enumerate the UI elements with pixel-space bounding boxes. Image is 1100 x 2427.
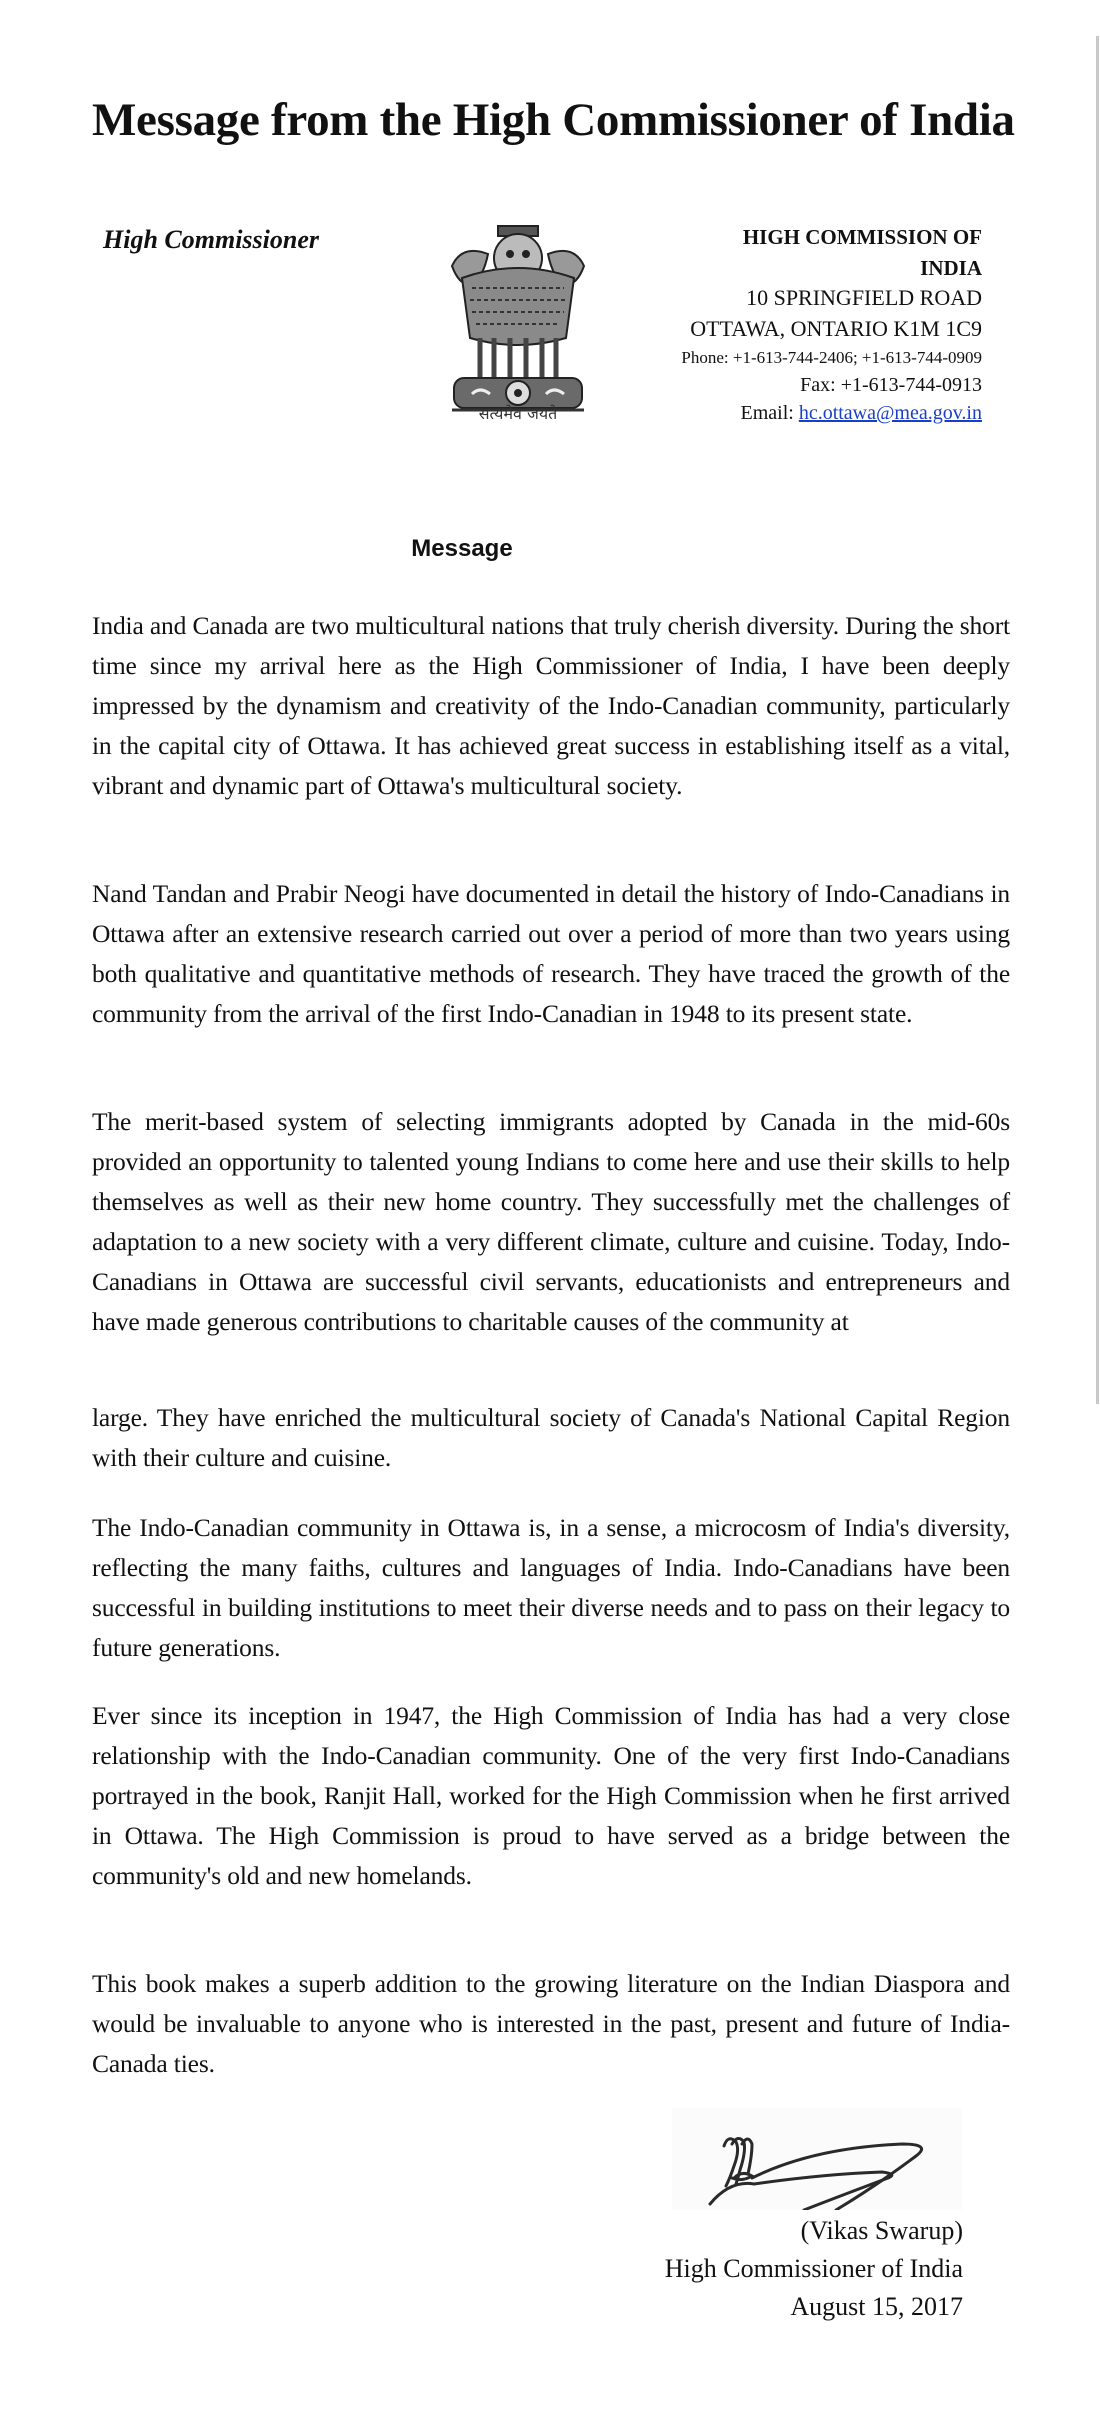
page-edge-divider [1096, 36, 1099, 1404]
fax-line: Fax: +1-613-744-0913 [800, 374, 982, 396]
national-emblem-icon [432, 218, 604, 430]
paragraph-5: Ever since its inception in 1947, the High Commission of India has had a very close relationship with the Indo-Canadian community. One of the very first Indo-Canadians portrayed in the book, Ranjit Hall, worked for the High Commission when he first arrived in Ottawa. The High Commission is proud to have served as a bridge between the community's old and new homelands. [92, 1701, 1010, 1890]
page-title: Message from the High Commissioner of India [92, 94, 1015, 146]
signoff-date: August 15, 2017 [790, 2292, 963, 2321]
paragraph-6: This book makes a superb addition to the growing literature on the Indian Diaspora and would be invaluable to anyone who is interested in the past, present and future of India-Canada ties. [92, 1969, 1010, 2078]
paragraph-3: The merit-based system of selecting immigrants adopted by Canada in the mid-60s provided an opportunity to talented young Indians to come here and use their skills to help themselves as well as their new home country. They successfully met the challenges of adaptation to a new society with a very different climate, culture and cuisine. Today, Indo-Canadians in Ottawa are successful civil servants, educationists and entrepreneurs and have made generous contributions to charitable causes of the community at [92, 1107, 1010, 1336]
email-label: Email: [740, 402, 799, 424]
email-line [681, 399, 982, 427]
paragraph-2: Nand Tandan and Prabir Neogi have documented in detail the history of Indo-Canadians in Ottawa after an extensive research carried out over a period of more than two years using both qualitative and quantitative methods of research. They have traced the growth of the community from the arrival of the first Indo-Canadian in 1948 to its present state. [92, 879, 1010, 1028]
address-line2: OTTAWA, ONTARIO K1M 1C9 [690, 315, 982, 341]
signatory-name: (Vikas Swarup) [800, 2216, 963, 2245]
signature-icon [672, 2108, 962, 2210]
org-name-line1: HIGH COMMISSION OF [742, 225, 982, 249]
address-line1: 10 SPRINGFIELD ROAD [746, 285, 982, 310]
email-link[interactable]: hc.ottawa@mea.gov.in [798, 402, 982, 424]
phone-line: Phone: +1-613-744-2406; +1-613-744-0909 [681, 348, 982, 367]
letterhead-address-block [681, 222, 982, 427]
paragraph-4: The Indo-Canadian community in Ottawa is, in a sense, a microcosm of India's diversity, reflecting the many faiths, cultures and languages of India. Indo-Canadians have been successful in building institutions to meet their diverse needs and to pass on their legacy to future generations. [92, 1513, 1010, 1662]
paragraph-3-continued: large. They have enriched the multicultural society of Canada's National Capital Region with their culture and cuisine. [92, 1403, 1010, 1472]
emblem-motto: सत्यमेव जयते [478, 404, 558, 423]
org-name-line2: INDIA [920, 255, 982, 280]
message-heading: Message [411, 535, 513, 562]
letterhead-left-label: High Commissioner [103, 225, 319, 254]
signoff-block [665, 2212, 963, 2326]
paragraph-1: India and Canada are two multicultural nations that truly cherish diversity. During the short time since my arrival here as the High Commissioner of India, I have been deeply impressed by the dynamism and creativity of the Indo-Canadian community, particularly in the capital city of Ottawa. It has achieved great success in establishing itself as a vital, vibrant and dynamic part of Ottawa's multicultural society. [92, 611, 1010, 800]
signatory-designation: High Commissioner of India [664, 2254, 963, 2283]
